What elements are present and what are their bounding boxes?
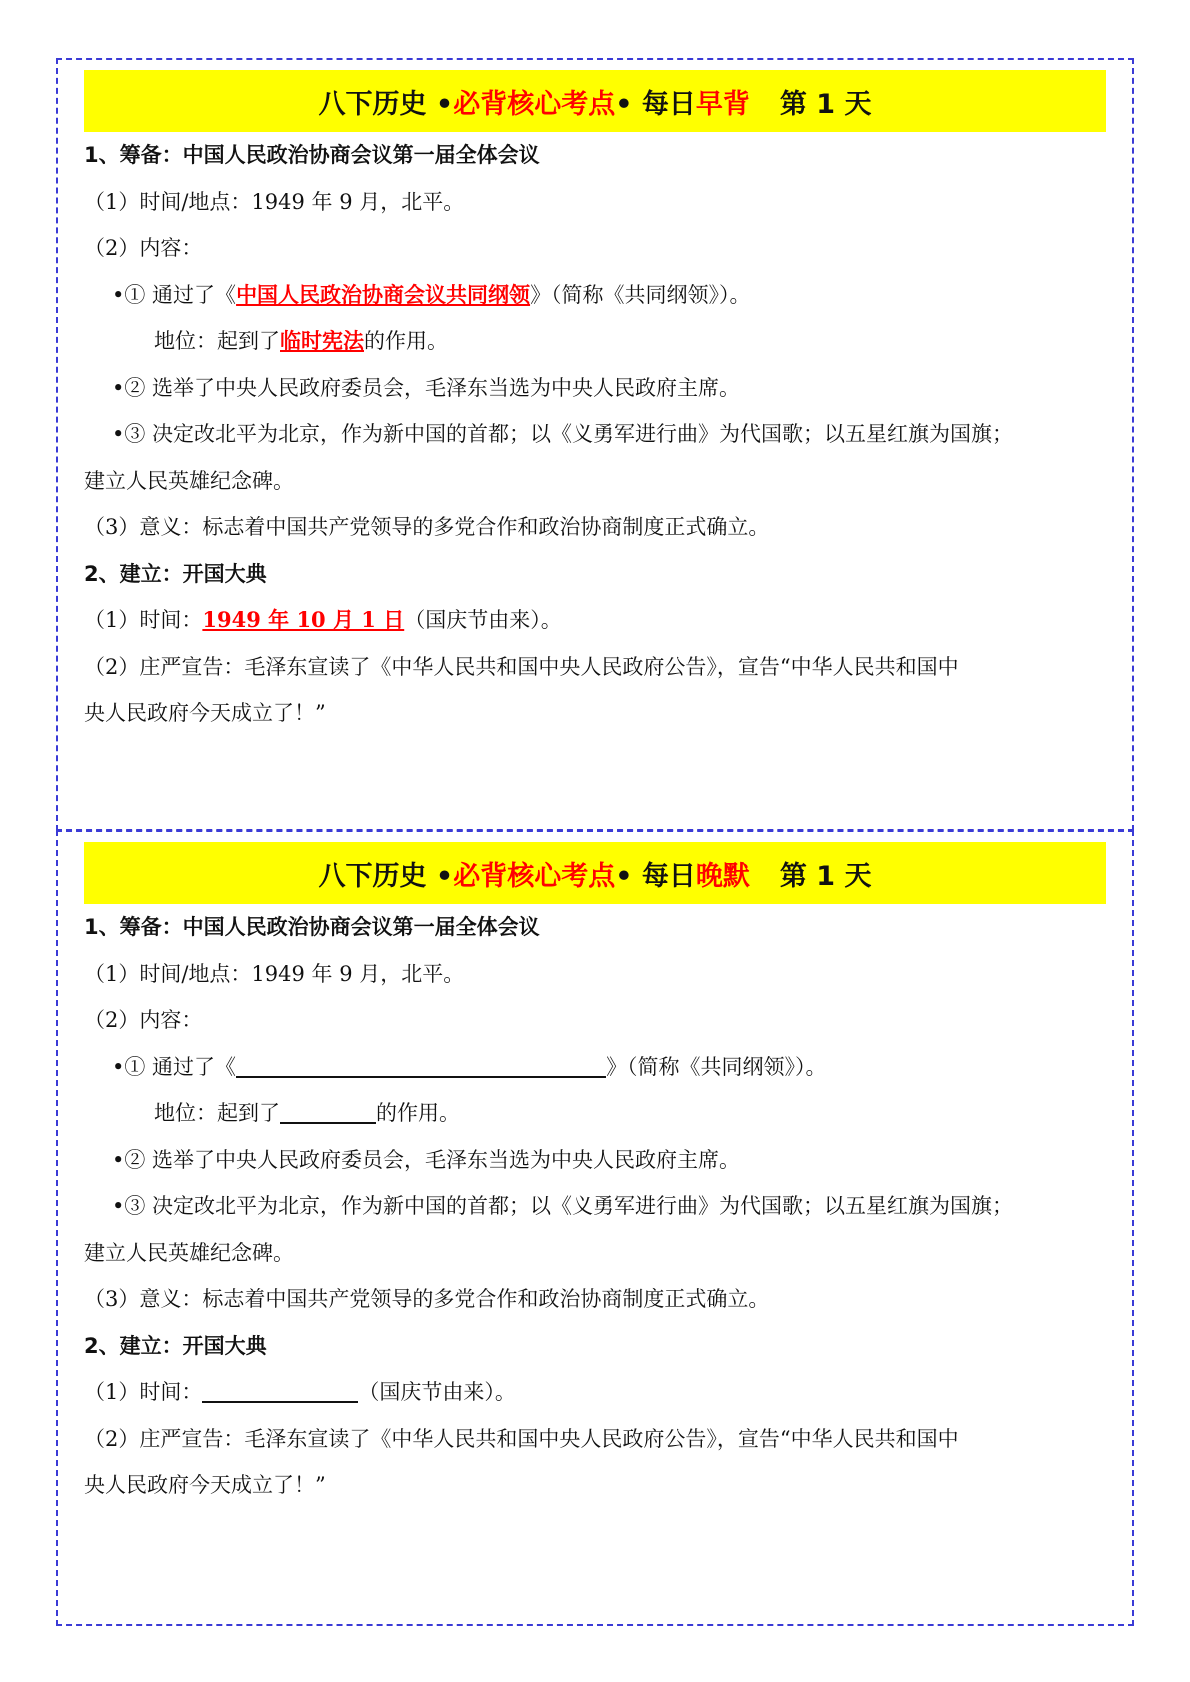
time-prefix: （1）时间： <box>84 608 203 632</box>
item-1 <box>84 1044 1106 1091</box>
banner-highlight: 必背核心考点 <box>453 860 616 892</box>
section2-heading: 2、建立：开国大典 <box>84 561 267 586</box>
item-1-prefix: •① 通过了《 <box>112 1054 237 1079</box>
item-1-status <box>84 318 1106 365</box>
banner-day: 第 1 天 <box>779 860 872 892</box>
answer-common-program: 中国人民政治协商会议共同纲领 <box>236 281 531 307</box>
fill-blank-provisional-constitution[interactable] <box>280 1098 376 1124</box>
banner-prefix: 八下历史 • <box>318 88 454 120</box>
banner-middle: • 每日 <box>615 88 696 120</box>
item-1-suffix: 》（简称《共同纲领》）。 <box>606 1054 827 1079</box>
morning-recitation-card <box>56 58 1134 831</box>
status-prefix: 地位：起到了 <box>154 1101 280 1125</box>
section2-time <box>84 597 1106 644</box>
banner-session: 晚默 <box>695 860 750 892</box>
answer-founding-date: 1949 年 10 月 1 日 <box>202 607 405 632</box>
item-3-line1: •③ 决定改北平为北京，作为新中国的首都；以《义勇军进行曲》为代国歌；以五星红旗为国旗； <box>112 1194 1014 1218</box>
section2-declaration-line2: 央人民政府今天成立了！” <box>84 701 326 725</box>
item-3-line1: •③ 决定改北平为北京，作为新中国的首都；以《义勇军进行曲》为代国歌；以五星红旗为国旗； <box>112 422 1014 446</box>
item-3-line2: 建立人民英雄纪念碑。 <box>84 468 294 493</box>
status-suffix: 的作用。 <box>376 1101 460 1125</box>
banner-middle: • 每日 <box>615 860 696 892</box>
section2-declaration-line1: （2）庄严宣告：毛泽东宣读了《中华人民共和国中央人民政府公告》，宣告“中华人民共和国中 <box>84 654 959 679</box>
section2-declaration-line2: 央人民政府今天成立了！” <box>84 1473 326 1497</box>
section1-heading: 1、筹备：中国人民政治协商会议第一届全体会议 <box>84 915 540 939</box>
time-suffix: （国庆节由来）。 <box>404 608 562 632</box>
banner-session: 早背 <box>695 88 750 120</box>
banner-highlight: 必背核心考点 <box>453 88 616 120</box>
section2-time <box>84 1369 1106 1416</box>
item-3-line2: 建立人民英雄纪念碑。 <box>84 1240 294 1265</box>
time-suffix: （国庆节由来）。 <box>358 1380 516 1404</box>
section2-heading: 2、建立：开国大典 <box>84 1333 267 1358</box>
section1-heading: 1、筹备：中国人民政治协商会议第一届全体会议 <box>84 143 540 167</box>
status-suffix: 的作用。 <box>364 329 448 353</box>
item-1-status <box>84 1090 1106 1137</box>
fill-blank-founding-date[interactable] <box>202 1377 358 1403</box>
section2-declaration-line1: （2）庄严宣告：毛泽东宣读了《中华人民共和国中央人民政府公告》，宣告“中华人民共和国中 <box>84 1426 959 1451</box>
section1-time-place: （1）时间/地点：1949 年 9 月，北平。 <box>84 961 465 986</box>
item-2: •② 选举了中央人民政府委员会，毛泽东当选为中央人民政府主席。 <box>112 1147 741 1172</box>
evening-dictation-card <box>56 830 1134 1626</box>
item-1-suffix: 》（简称《共同纲领》）。 <box>530 282 751 307</box>
banner-day: 第 1 天 <box>779 88 872 120</box>
section1-content-label: （2）内容： <box>84 236 203 260</box>
fill-blank-common-program[interactable] <box>236 1052 606 1078</box>
section1-meaning: （3）意义：标志着中国共产党领导的多党合作和政治协商制度正式确立。 <box>84 515 770 539</box>
status-prefix: 地位：起到了 <box>154 329 280 353</box>
banner-prefix: 八下历史 • <box>318 860 454 892</box>
section1-meaning: （3）意义：标志着中国共产党领导的多党合作和政治协商制度正式确立。 <box>84 1287 770 1311</box>
card-title-banner <box>84 842 1106 904</box>
time-prefix: （1）时间： <box>84 1380 203 1404</box>
section1-content-label: （2）内容： <box>84 1008 203 1032</box>
card-title-banner <box>84 70 1106 132</box>
section1-time-place: （1）时间/地点：1949 年 9 月，北平。 <box>84 189 465 214</box>
item-1-prefix: •① 通过了《 <box>112 282 237 307</box>
item-2: •② 选举了中央人民政府委员会，毛泽东当选为中央人民政府主席。 <box>112 375 741 400</box>
answer-provisional-constitution: 临时宪法 <box>280 328 364 353</box>
item-1 <box>84 272 1106 319</box>
